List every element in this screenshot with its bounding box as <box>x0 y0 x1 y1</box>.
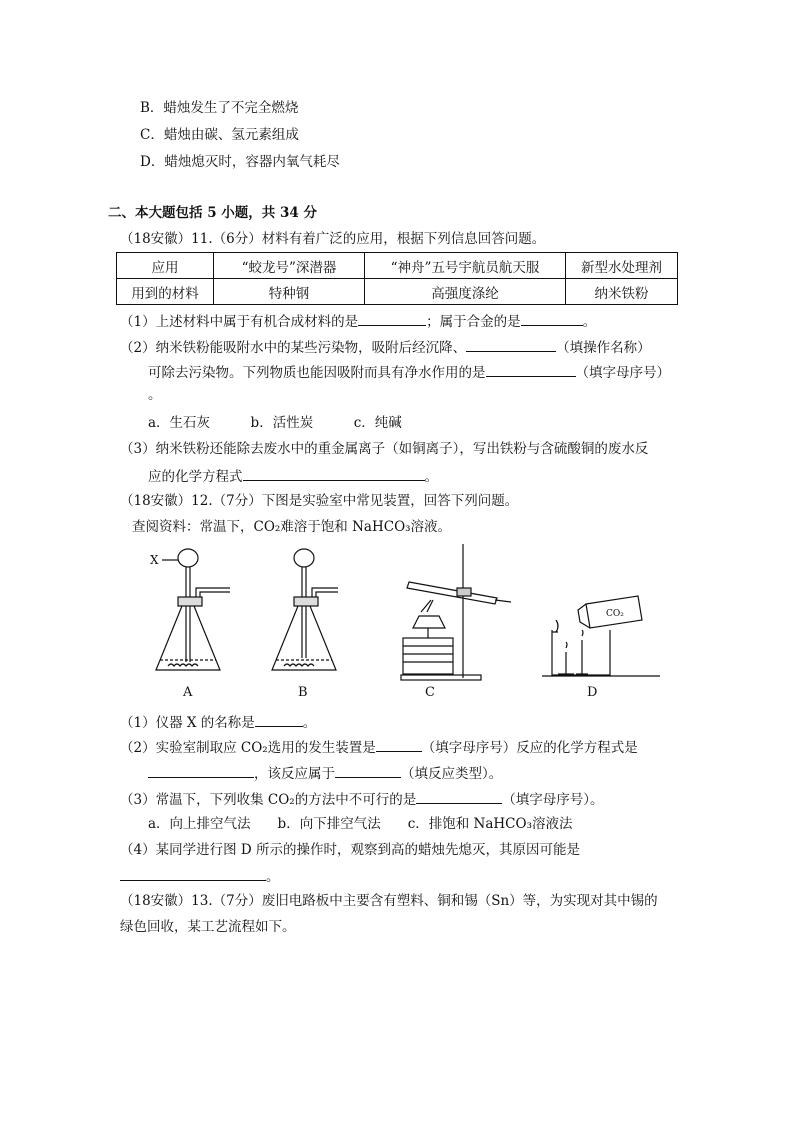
table-cell: “神舟”五号宇航员航天服 <box>365 253 566 279</box>
q12-part3 <box>120 789 603 809</box>
q11-p2-text-b: （填操作名称） <box>556 340 651 356</box>
answer-blank[interactable] <box>255 712 303 727</box>
q11-p1-text-c: 。 <box>582 314 597 330</box>
label-d: D <box>587 685 598 700</box>
q12-p4-text-b: 。 <box>266 869 280 885</box>
q11-p2-text-d: （填字母序号） <box>575 365 670 381</box>
table-cell: 新型水处理剂 <box>566 253 678 279</box>
answer-blank[interactable] <box>243 466 425 481</box>
q11-p1-text-a: （1）上述材料中属于有机合成材料的是 <box>120 314 359 330</box>
q13-line2: 绿色回收，某工艺流程如下。 <box>120 919 296 935</box>
answer-blank[interactable] <box>416 789 502 804</box>
apparatus-b <box>272 549 338 670</box>
q12-part2-cont <box>148 763 502 783</box>
q11-part2-cont <box>148 362 670 382</box>
section-title: 二、本大题包括 5 小题，共 34 分 <box>108 205 317 221</box>
label-a: A <box>183 685 193 700</box>
q11-stem: （18安徽）11.（6分）材料有着广泛的应用，根据下列信息回答问题。 <box>120 231 546 247</box>
q12-stem: （18安徽）12.（7分）下图是实验室中常见装置，回答下列问题。 <box>120 493 519 509</box>
apparatus-figure <box>140 540 660 685</box>
q12-part4-cont <box>120 866 280 886</box>
q11-p2-text-c: 可除去污染物。下列物质也能因吸附而具有净水作用的是 <box>148 365 486 381</box>
bottle-label: CO₂ <box>606 609 624 619</box>
table-row <box>117 253 678 279</box>
table-cell: 特种钢 <box>214 279 365 305</box>
q11-part3: （3）纳米铁粉还能除去废水中的重金属离子（如铜离子），写出铁粉与含硫酸铜的废水反 <box>120 441 649 457</box>
q11-part1 <box>120 311 596 331</box>
option-d: D．蜡烛熄灭时，容器内氧气耗尽 <box>140 154 340 170</box>
option-c: C．蜡烛由碳、氢元素组成 <box>140 127 299 143</box>
apparatus-c <box>401 544 511 680</box>
answer-blank[interactable] <box>358 311 426 326</box>
q11-part3-cont <box>148 466 438 486</box>
q12-p3-options: a．向上排空气法 b．向下排空气法 c．排饱和 NaHCO₃溶液法 <box>148 816 573 832</box>
q11-p3-text-b: 应的化学方程式 <box>148 469 243 485</box>
answer-blank[interactable] <box>521 311 583 326</box>
answer-blank[interactable] <box>120 866 266 881</box>
option-b: B．蜡烛发生了不完全燃烧 <box>140 100 299 116</box>
label-c: C <box>425 685 435 700</box>
table-row <box>117 279 678 305</box>
q12-part1 <box>120 712 316 732</box>
apparatus-d <box>542 596 660 676</box>
q11-p2-text-a: （2）纳米铁粉能吸附水中的某些污染物，吸附后经沉降、 <box>120 340 467 356</box>
table-cell: 应用 <box>117 253 214 279</box>
label-b: B <box>298 685 308 700</box>
q12-p2-text-a: （2）实验室制取应 CO₂选用的发生装置是 <box>120 740 376 756</box>
label-x: X <box>150 553 159 567</box>
answer-blank[interactable] <box>335 763 401 778</box>
q12-p3-text-b: （填字母序号）。 <box>502 792 604 808</box>
q13-line1: （18安徽）13.（7分）废旧电路板中主要含有塑料、铜和锡（Sn）等，为实现对其中锡的 <box>120 893 658 909</box>
table-cell: 高强度涤纶 <box>365 279 566 305</box>
q11-p2-period: 。 <box>148 387 162 403</box>
q12-p2-text-b: （填字母序号）反应的化学方程式是 <box>421 740 638 756</box>
answer-blank[interactable] <box>376 737 422 752</box>
q12-p2-text-c: ，该反应属于 <box>254 766 335 782</box>
answer-blank[interactable] <box>148 763 254 778</box>
q11-p2-options: a．生石灰 b．活性炭 c．纯碱 <box>148 415 402 431</box>
answer-blank[interactable] <box>466 337 556 352</box>
q11-p3-text-c: 。 <box>424 469 438 485</box>
q11-p1-text-b: ；属于合金的是 <box>426 314 521 330</box>
materials-table <box>116 252 678 305</box>
answer-blank[interactable] <box>486 362 576 377</box>
q12-p1-text-b: 。 <box>302 715 317 731</box>
q11-part2 <box>120 337 651 357</box>
q12-p2-text-d: （填反应类型）。 <box>401 766 503 782</box>
table-cell: 纳米铁粉 <box>566 279 678 305</box>
table-cell: 用到的材料 <box>117 279 214 305</box>
q12-part4: （4）某同学进行图 D 所示的操作时，观察到高的蜡烛先熄灭，其原因可能是 <box>120 842 580 858</box>
apparatus-a <box>150 549 230 670</box>
q12-info: 查阅资料：常温下，CO₂难溶于饱和 NaHCO₃溶液。 <box>132 519 452 535</box>
table-cell: “蛟龙号”深潜器 <box>214 253 365 279</box>
q12-part2 <box>120 737 638 757</box>
q12-p1-text-a: （1）仪器 X 的名称是 <box>120 715 255 731</box>
q12-p3-text-a: （3）常温下，下列收集 CO₂的方法中不可行的是 <box>120 792 417 808</box>
